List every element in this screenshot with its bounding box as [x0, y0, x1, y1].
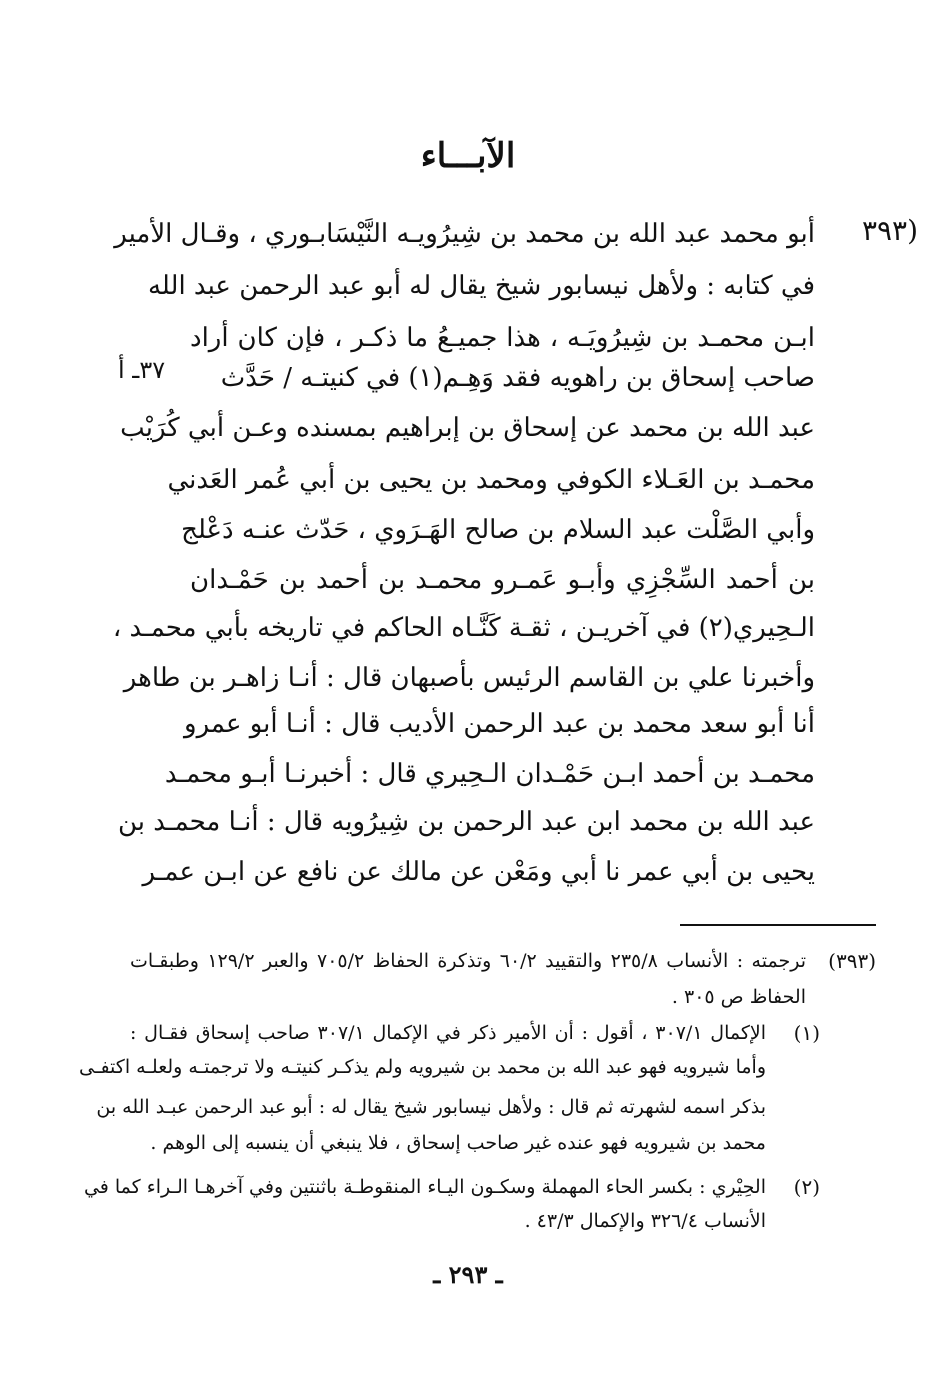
page-number: ـ ٢٩٣ ـ	[433, 1260, 503, 1289]
margin-folio-note: ٣٧ـ أ	[118, 356, 166, 384]
text-line: عبد الله بن محمد ابن عبد الرحمن بن شِيرُويه قال : أنـا محمـد بن	[118, 807, 815, 837]
text-line: ابـن محمـد بن شِيرُويَـه ، هذا جميـعُ ما ذكـر ، فإن كان أراد	[190, 323, 815, 353]
text-line: في كتابه : ولأهل نيسابور شيخ يقال له أبو عبد الرحمن عبد الله	[147, 271, 815, 301]
footnote-line: وأما شيرويه فهو عبد الله بن محمد بن شيرويه ولم يذكـر كنيتـه ولا ترجمتـه ولعلـه اكتفـى	[79, 1056, 766, 1078]
footnote-label: (١)	[793, 1021, 820, 1045]
text-line: صاحب إسحاق بن راهويه فقد وَهِـم(١) في كنيتـه / حَدَّث	[220, 363, 815, 393]
text-line: أنا أبو سعد محمد بن عبد الرحمن الأديب قال : أنـا أبو عمرو	[184, 709, 815, 739]
text-line: محمـد بن أحمد ابـن حَمْـدان الـحِيري قال : أخبرنـا أبـو محمـد	[164, 759, 815, 789]
text-line: الـحِيري(٢) في آخريـن ، ثقـة كَنَّـاه الحاكم في تاريخه بأبي محمـد ،	[112, 613, 815, 643]
text-line: محمـد بن العَـلاء الكوفي ومحمد بن يحيى بن أبي عُمر العَدني	[167, 465, 815, 495]
footnote-line: الأنساب ٣٢٦/٤ والإكمال ٤٣/٣ .	[524, 1210, 766, 1232]
text-line: يحيى بن أبي عمر نا أبي ومَعْن عن مالك عن نافع عن ابـن عمـر	[142, 857, 815, 887]
footnote-line: محمد بن شيرويه فهو عنده غير صاحب إسحاق ، فلا ينبغي أن ينسبه إلى الوهم .	[150, 1132, 766, 1154]
footnote-separator	[680, 924, 876, 926]
footnote-line: بذكر اسمه لشهرته ثم قال : ولأهل نيسابور شيخ يقال له : أبو عبد الرحمن عبـد الله بن	[96, 1096, 766, 1118]
text-line: وأبي الصَّلْت عبد السلام بن صالح الهَـرَوي ، حَدّث عنـه دَعْلج	[181, 515, 815, 545]
footnote-line: الحفاظ ص ٣٠٥ .	[671, 986, 806, 1008]
text-line: عبد الله بن محمد عن إسحاق بن إبراهيم بمسنده وعـن أبي كُرَيْب	[120, 413, 815, 443]
footnote-label: (٢)	[793, 1175, 820, 1199]
footnote-line: الإكمال ٣٠٧/١ ، أقول : أن الأمير ذكر في الإكمال ٣٠٧/١ صاحب إسحاق فقـال :	[130, 1022, 767, 1044]
text-line: بن أحمد السِّجْزِي وأبـو عَمـرو محمـد بن أحمد بن حَمْـدان	[190, 565, 815, 595]
footnote-line: ترجمته : الأنساب ٢٣٥/٨ والتقييد ٦٠/٢ وتذكرة الحفاظ ٧٠٥/٢ والعبر ١٢٩/٢ وطبقـات	[130, 950, 806, 972]
footnote-label: (٣٩٣)	[828, 949, 876, 973]
footnote-line: الحِيْري : بكسر الحاء المهملة وسكـون اليـاء المنقوطـة باثنتين وفي آخرهـا الـراء كما في	[83, 1176, 766, 1198]
page-title: الآبـــاء	[420, 136, 516, 176]
text-line: وأخبرنا علي بن القاسم الرئيس بأصبهان قال : أنـا زاهـر بن طاهر	[123, 663, 815, 693]
text-line: أبو محمد عبد الله بن محمد بن شِيرُويـه النَّيْسَابـوري ، وقـال الأمير	[114, 219, 815, 249]
entry-number: (٣٩٣	[861, 214, 918, 247]
